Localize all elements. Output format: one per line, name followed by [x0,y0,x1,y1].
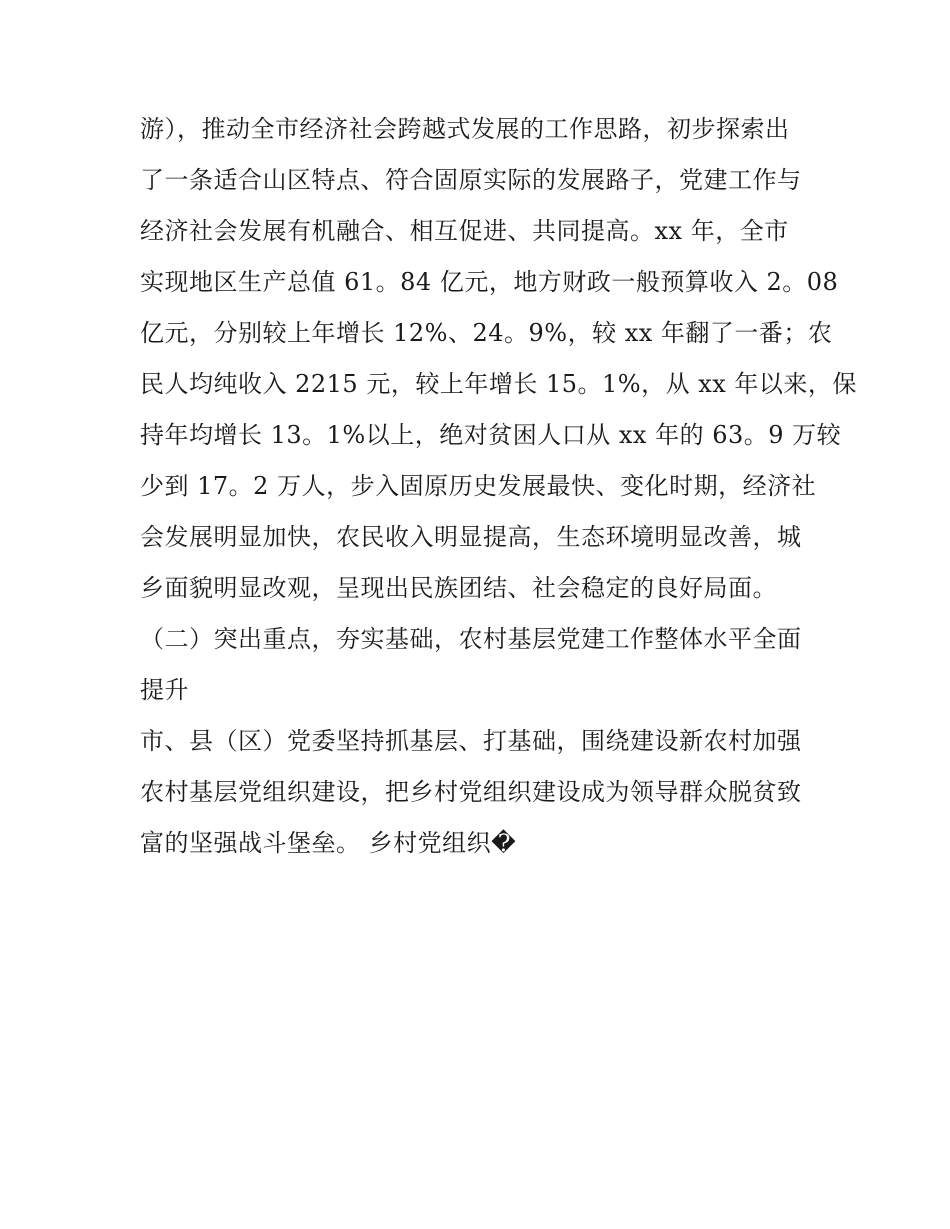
text-line: 持年均增长 13。1%以上，绝对贫困人口从 xx 年的 63。9 万较 [140,421,842,449]
text-line: 经济社会发展有机融合、相互促进、共同提高。xx 年，全市 [140,217,789,245]
text-line: 少到 17。2 万人，步入固原历史发展最快、变化时期，经济社 [140,472,817,500]
text-line: 实现地区生产总值 61。84 亿元，地方财政一般预算收入 2。08 [140,268,839,296]
text-line: 乡面貌明显改观，呈现出民族团结、社会稳定的良好局面。 [140,574,777,602]
text-line: 亿元，分别较上年增长 12%、24。9%，较 xx 年翻了一番；农 [140,319,833,347]
text-line: 富的坚强战斗堡垒。 乡村党组织� [140,829,517,857]
text-line: 了一条适合山区特点、符合固原实际的发展路子，党建工作与 [140,166,802,194]
section-heading-continuation: 提升 [140,676,189,704]
text-line: 会发展明显加快，农民收入明显提高，生态环境明显改善，城 [140,523,802,551]
text-line: 市、县（区）党委坚持抓基层、打基础，围绕建设新农村加强 [140,727,802,755]
body-text [140,104,857,869]
text-line: 游），推动全市经济社会跨越式发展的工作思路，初步探索出 [140,115,790,143]
text-line: 农村基层党组织建设，把乡村党组织建设成为领导群众脱贫致 [140,778,802,806]
text-line: 民人均纯收入 2215 元，较上年增长 15。1%，从 xx 年以来，保 [140,370,857,398]
section-heading: （二）突出重点，夯实基础，农村基层党建工作整体水平全面 [140,625,802,653]
